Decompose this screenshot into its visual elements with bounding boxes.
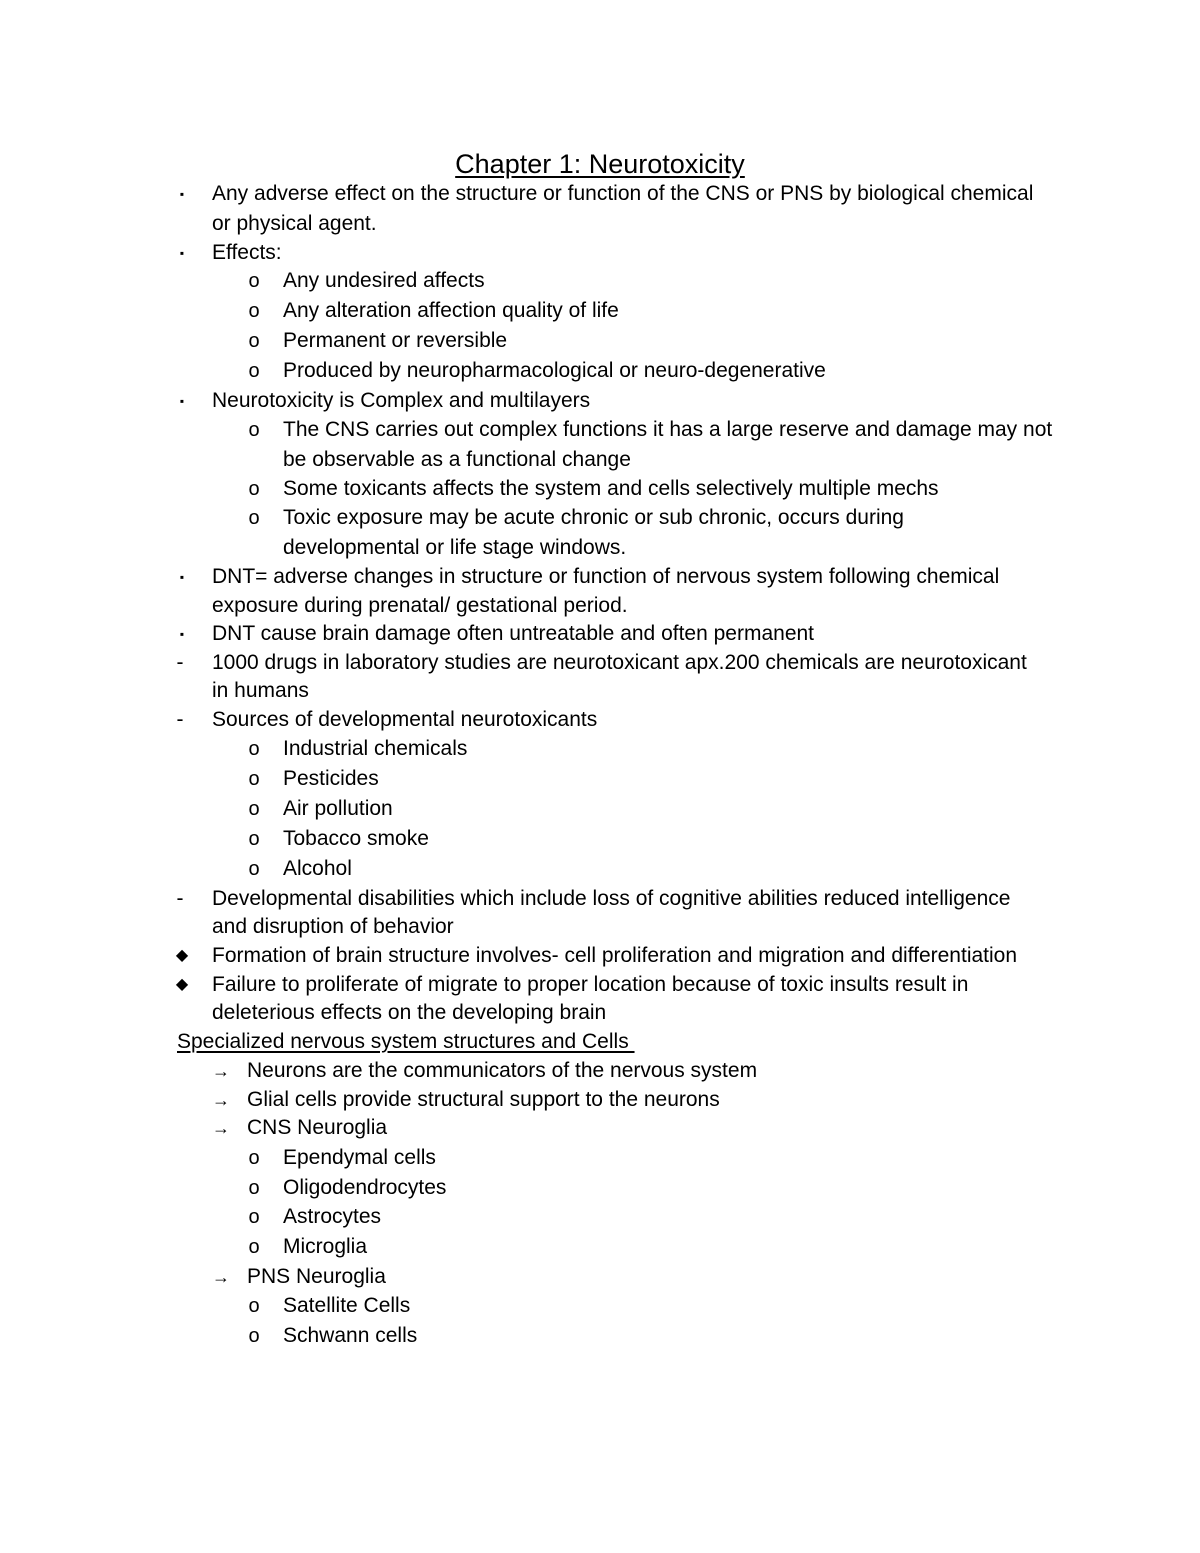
square-bullet-icon: ▪ [179, 627, 185, 641]
line-text: 1000 drugs in laboratory studies are neurotoxicant apx.200 chemicals are neurotoxicant [212, 651, 1027, 674]
circle-bullet-icon: o [248, 1206, 260, 1228]
circle-bullet-icon: o [248, 768, 260, 790]
line-text: and disruption of behavior [212, 915, 454, 938]
line-text: or physical agent. [212, 212, 377, 235]
line-text: Neurons are the communicators of the nervous system [247, 1059, 758, 1082]
circle-bullet-icon: o [248, 478, 260, 500]
line-text: Any alteration affection quality of life [283, 299, 619, 322]
circle-bullet-icon: o [248, 300, 260, 322]
line-text: Ependymal cells [283, 1146, 436, 1169]
square-bullet-icon: ▪ [179, 246, 185, 260]
square-bullet-icon: ▪ [179, 570, 185, 584]
line-text: Air pollution [283, 797, 393, 820]
circle-bullet-icon: o [248, 270, 260, 292]
line-text: Schwann cells [283, 1324, 418, 1347]
circle-bullet-icon: o [248, 330, 260, 352]
line-text: PNS Neuroglia [247, 1265, 386, 1288]
line-text: Glial cells provide structural support to the neurons [247, 1088, 720, 1111]
circle-bullet-icon: o [248, 360, 260, 382]
line-text: Pesticides [283, 767, 379, 790]
line-text: DNT cause brain damage often untreatable and often permanent [212, 622, 815, 645]
circle-bullet-icon: o [248, 1177, 260, 1199]
line-text: Microglia [283, 1235, 368, 1258]
line-text: Produced by neuropharmacological or neuro-degenerative [283, 359, 826, 382]
line-text: deleterious effects on the developing brain [212, 1001, 607, 1024]
line-text: Sources of developmental neurotoxicants [212, 708, 598, 731]
line-text: Satellite Cells [283, 1294, 411, 1317]
line-text: Some toxicants affects the system and cells selectively multiple mechs [283, 477, 939, 500]
square-bullet-icon: ▪ [179, 187, 185, 201]
line-text: Toxic exposure may be acute chronic or sub chronic, occurs during [283, 506, 904, 529]
arrow-right-icon: → [212, 1061, 230, 1081]
line-text: Permanent or reversible [283, 329, 508, 352]
line-text: Industrial chemicals [283, 737, 468, 760]
line-text: Effects: [212, 241, 282, 264]
page-title: Chapter 1: Neurotoxicity [455, 149, 745, 179]
diamond-bullet-icon: ◆ [175, 947, 189, 964]
circle-bullet-icon: o [248, 1147, 260, 1169]
line-text: exposure during prenatal/ gestational period. [212, 594, 628, 617]
circle-bullet-icon: o [248, 798, 260, 820]
dash-bullet-icon: - [176, 887, 184, 910]
circle-bullet-icon: o [248, 507, 260, 529]
line-text: Formation of brain structure involves- cell proliferation and migration and differentiation [212, 944, 1018, 967]
line-text: Tobacco smoke [283, 827, 429, 850]
square-bullet-icon: ▪ [179, 394, 185, 408]
line-text: be observable as a functional change [283, 448, 631, 471]
line-text: Astrocytes [283, 1205, 382, 1228]
line-text: CNS Neuroglia [247, 1116, 388, 1139]
line-text: developmental or life stage windows. [283, 536, 627, 559]
line-text: Any undesired affects [283, 269, 485, 292]
circle-bullet-icon: o [248, 1236, 260, 1258]
line-text: Developmental disabilities which include loss of cognitive abilities reduced intelligence [212, 887, 1011, 910]
arrow-right-icon: → [212, 1118, 230, 1138]
circle-bullet-icon: o [248, 828, 260, 850]
circle-bullet-icon: o [248, 419, 260, 441]
line-text: DNT= adverse changes in structure or function of nervous system following chemical [212, 565, 1000, 588]
dash-bullet-icon: - [176, 651, 184, 674]
dash-bullet-icon: - [176, 708, 184, 731]
line-text: Alcohol [283, 857, 352, 880]
circle-bullet-icon: o [248, 1295, 260, 1317]
circle-bullet-icon: o [248, 1325, 260, 1347]
diamond-bullet-icon: ◆ [175, 976, 189, 993]
line-text: Failure to proliferate of migrate to proper location because of toxic insults result in [212, 973, 969, 996]
circle-bullet-icon: o [248, 738, 260, 760]
section-heading: Specialized nervous system structures and Cells [177, 1030, 635, 1053]
arrow-right-icon: → [212, 1267, 230, 1287]
line-text: The CNS carries out complex functions it has a large reserve and damage may not [283, 418, 1053, 441]
line-text: Neurotoxicity is Complex and multilayers [212, 389, 591, 412]
arrow-right-icon: → [212, 1090, 230, 1110]
circle-bullet-icon: o [248, 858, 260, 880]
line-text: Oligodendrocytes [283, 1176, 447, 1199]
line-text: Any adverse effect on the structure or function of the CNS or PNS by biological chemical [212, 182, 1034, 205]
line-text: in humans [212, 679, 309, 702]
